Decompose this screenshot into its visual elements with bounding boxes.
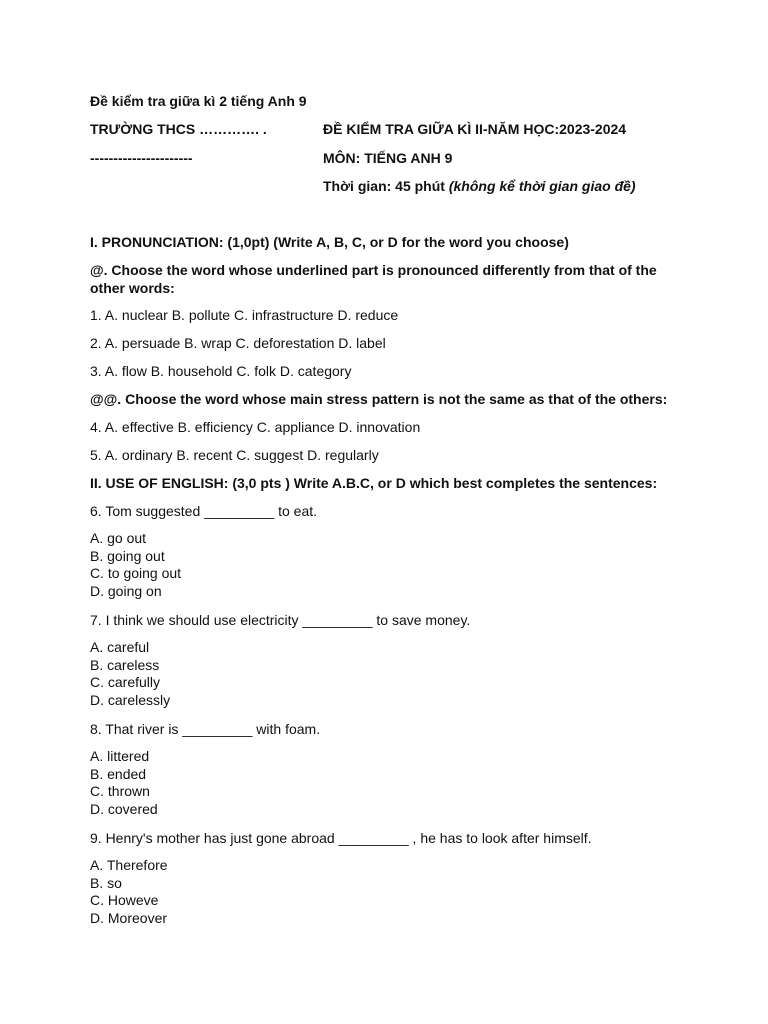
exam-title: ĐỀ KIỂM TRA GIỮA KÌ II-NĂM HỌC:2023-2024 [323,121,627,137]
option: C. to going out [90,565,182,582]
section2-heading: II. USE OF ENGLISH: (3,0 pts ) Write A.B.C, or D which best completes the sentences: [90,475,658,491]
school-name: TRƯỜNG THCS …………. . [90,121,267,137]
question-7-options [90,639,170,710]
question-2: 2. A. persuade B. wrap C. deforestation D. label [90,335,386,351]
option: D. carelessly [90,692,171,709]
dash-line: ---------------------- [90,150,193,166]
question-3: 3. A. flow B. household C. folk D. category [90,363,352,379]
option: C. Howeve [90,892,159,909]
subject-line: MÔN: TIẾNG ANH 9 [323,150,453,166]
option: C. carefully [90,674,161,691]
option: B. careless [90,656,160,673]
time-text: Thời gian: 45 phút [323,178,445,194]
question-5: 5. A. ordinary B. recent C. suggest D. regularly [90,447,379,463]
question-8-options [90,748,158,819]
question-7-stem: 7. I think we should use electricity _________ to save money. [90,612,471,628]
section1-part1-instruction: @. Choose the word whose underlined part is pronounced differently from that of the other words: [90,262,657,296]
option: B. so [90,874,122,891]
section1-heading: I. PRONUNCIATION: (1,0pt) (Write A, B, C, or D for the word you choose) [90,234,569,250]
time-line [323,177,636,195]
question-9-options [90,857,168,928]
option: B. going out [90,547,165,564]
option: C. thrown [90,783,150,800]
option: A. careful [90,639,150,655]
option: D. covered [90,801,158,818]
time-note: (không kể thời gian giao đề) [448,178,636,194]
option: D. going on [90,583,162,600]
question-9-stem: 9. Henry's mother has just gone abroad _________ , he has to look after himself. [90,830,592,846]
question-8-stem: 8. That river is _________ with foam. [90,721,321,737]
option: A. littered [90,748,150,764]
question-4: 4. A. effective B. efficiency C. appliance D. innovation [90,419,421,435]
option: A. Therefore [90,857,168,873]
question-1: 1. A. nuclear B. pollute C. infrastructure D. reduce [90,307,399,323]
option: B. ended [90,765,147,782]
section1-part2-instruction: @@. Choose the word whose main stress pattern is not the same as that of the others: [90,391,668,407]
question-6-stem: 6. Tom suggested _________ to eat. [90,503,318,519]
option: A. go out [90,530,147,546]
document-title: Đề kiểm tra giữa kì 2 tiếng Anh 9 [90,93,307,109]
option: D. Moreover [90,910,168,927]
question-6-options [90,530,181,601]
